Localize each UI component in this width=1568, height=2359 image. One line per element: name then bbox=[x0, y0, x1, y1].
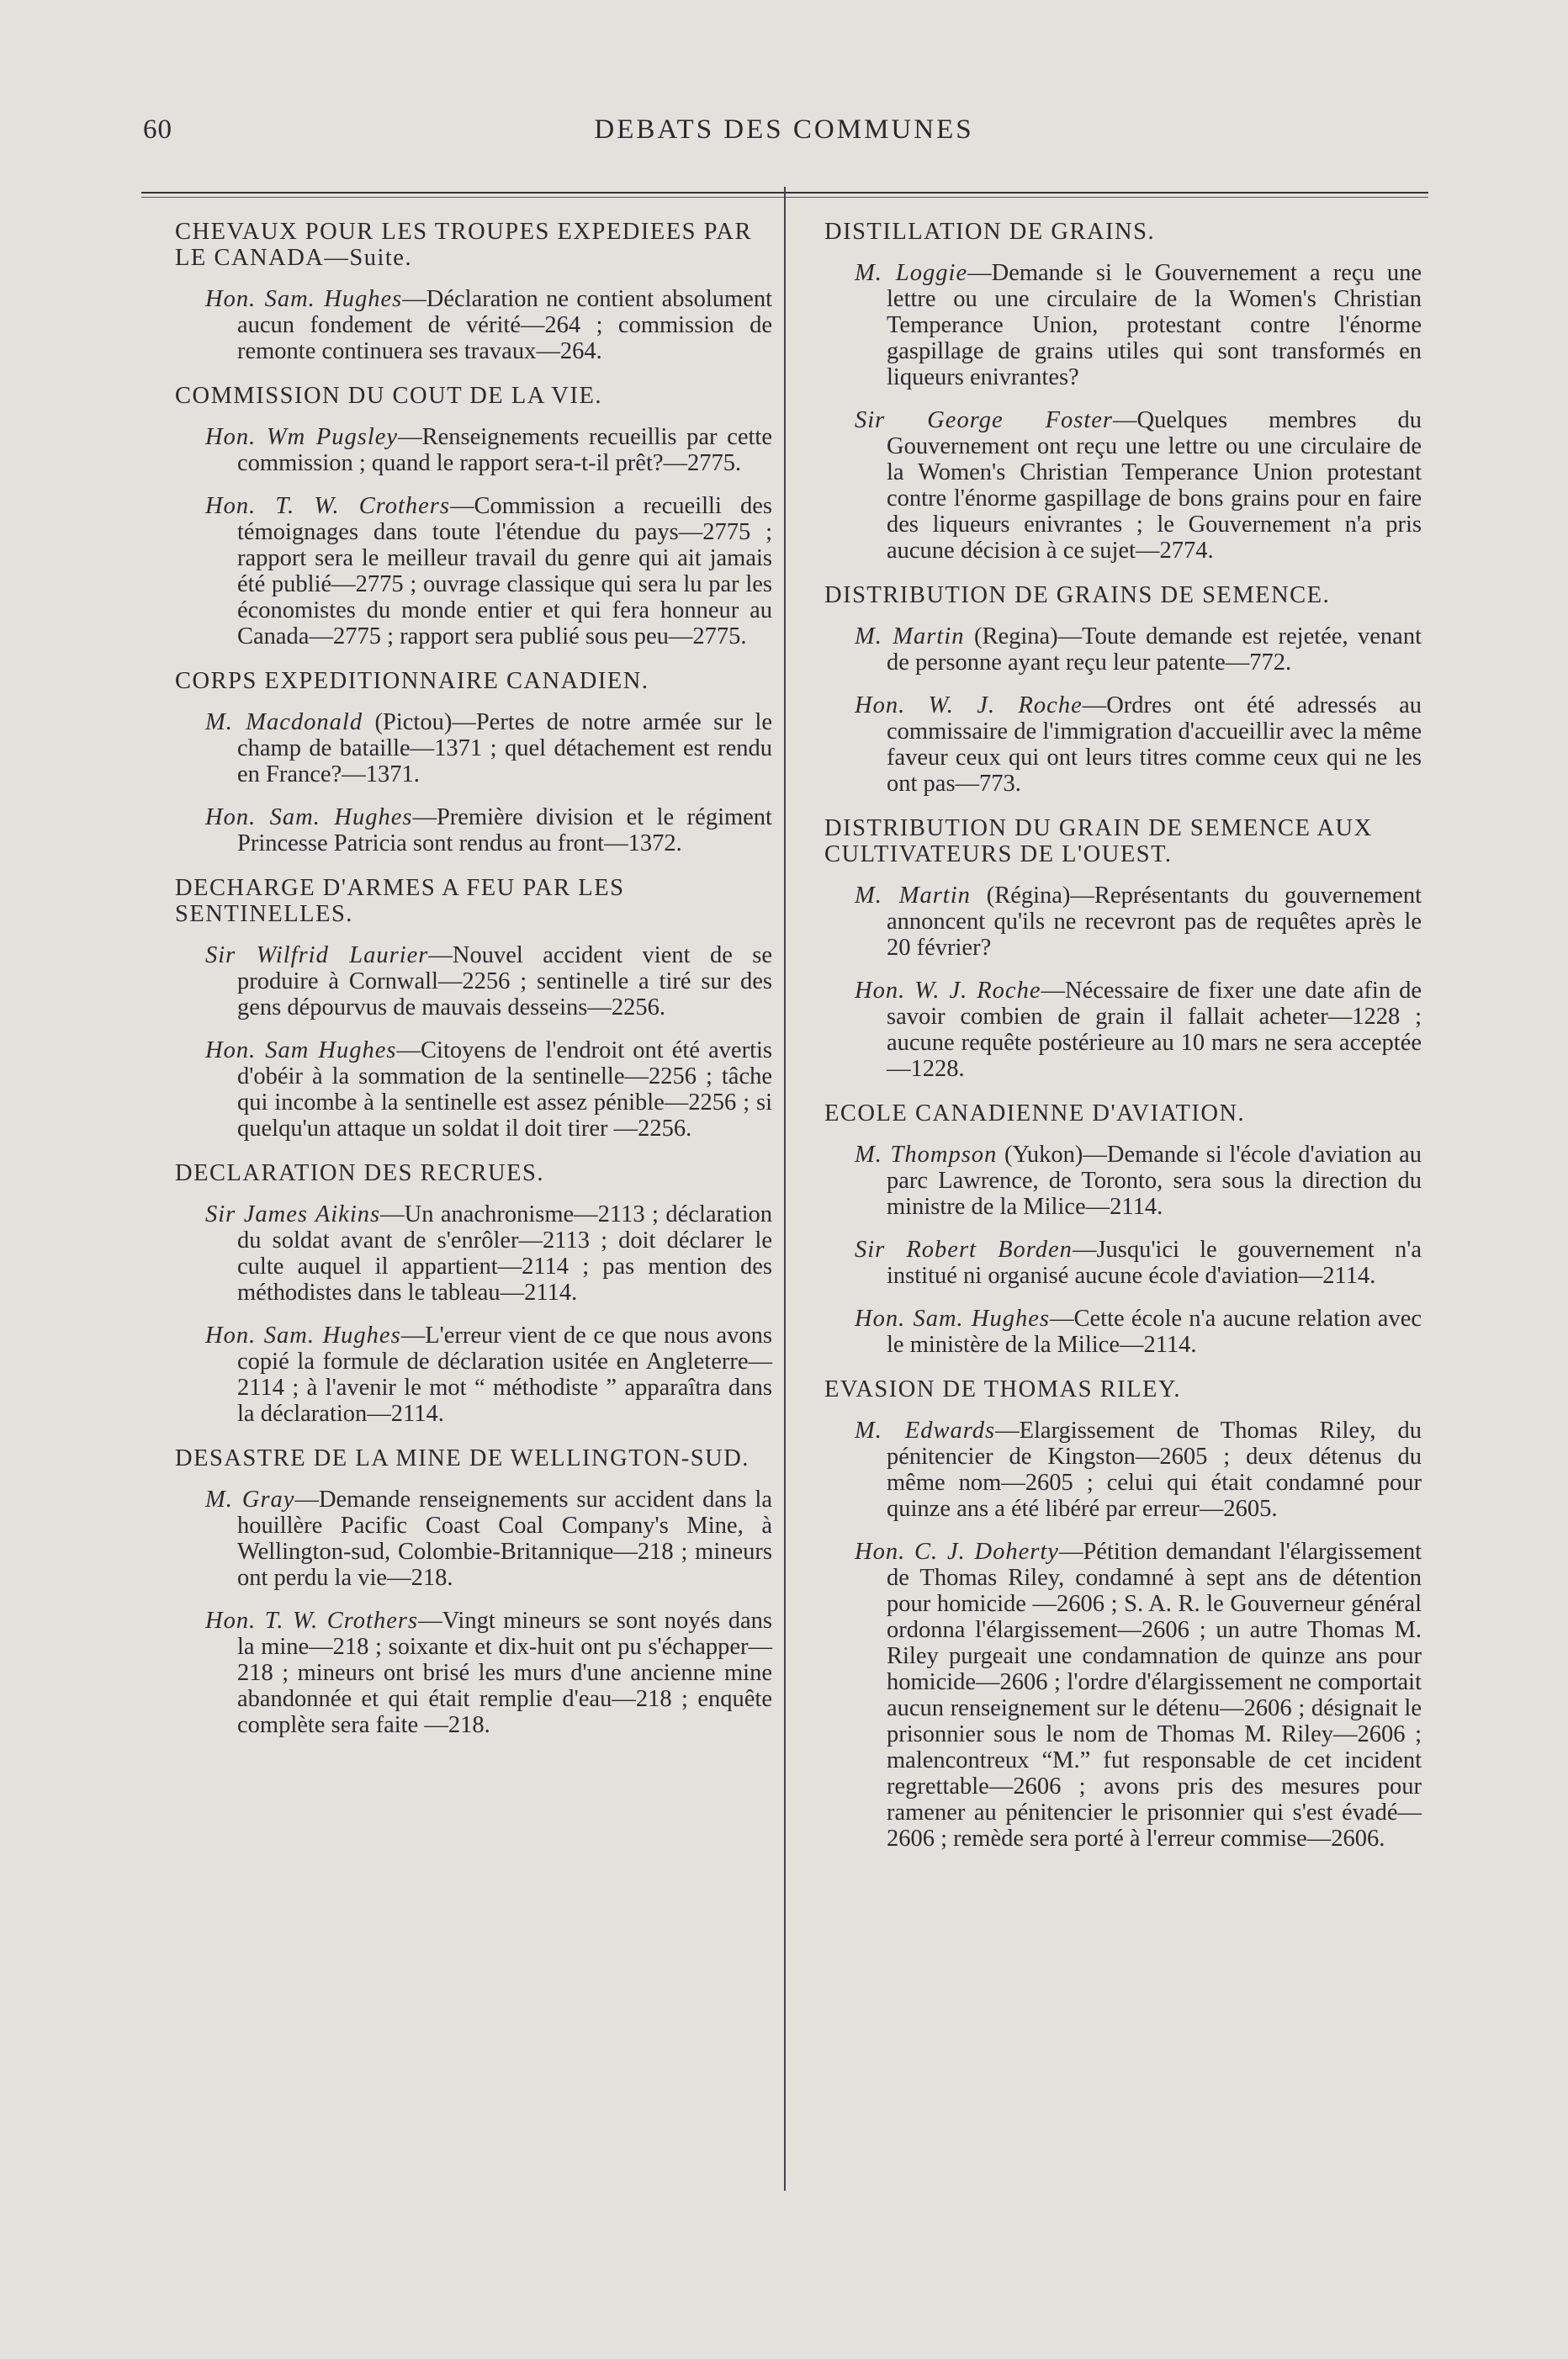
index-entry bbox=[824, 1100, 1422, 1358]
entry-heading: DISTRIBUTION DU GRAIN DE SEMENCE AUX CULTIVATEURS DE L'OUEST. bbox=[824, 815, 1373, 867]
speaker-name: Hon. W. J. Roche bbox=[855, 692, 1083, 718]
column-divider bbox=[784, 187, 786, 2191]
index-entry bbox=[824, 219, 1422, 564]
speech-entry bbox=[855, 1418, 1422, 1522]
speech-summary: (Yukon)—Demande si l'école d'aviation au parc Lawrence, de Toronto, sera sous la direction du ministre de la Milice—2114. bbox=[887, 1142, 1422, 1220]
entry-heading: CORPS EXPEDITIONNAIRE CANADIEN. bbox=[175, 668, 649, 694]
speech-entry bbox=[855, 978, 1422, 1082]
speaker-name: Hon. T. W. Crothers bbox=[205, 493, 450, 519]
speech-summary: —Nécessaire de fixer une date afin de savoir combien de grain il fallait acheter—1228 ; aucune requête postérieure au 10 mars ne sera acceptée —1228. bbox=[887, 978, 1422, 1082]
index-entry bbox=[175, 219, 772, 364]
speaker-name: Sir James Aikins bbox=[205, 1201, 381, 1227]
speech-entry bbox=[205, 1201, 772, 1306]
speaker-name: Hon. Sam. Hughes bbox=[205, 286, 403, 312]
speaker-name: Hon. T. W. Crothers bbox=[205, 1608, 419, 1634]
right-column bbox=[824, 219, 1422, 1870]
speech-summary: —L'erreur vient de ce que nous avons copié la formule de déclaration usitée en Angleterre—2114 ; à l'avenir le mot “ méthodiste ” apparaîtra dans la déclaration—2114. bbox=[237, 1323, 772, 1427]
speech-summary: —Demande si le Gouvernement a reçu une lettre ou une circulaire de la Women's Christian Temperance Union, protestant contre l'énorme gaspillage de grains utiles qui sont transformés en liqueurs enivrantes? bbox=[887, 260, 1422, 390]
entry-heading: CHEVAUX POUR LES TROUPES EXPEDIEES PAR LE CANADA—Suite. bbox=[175, 219, 752, 271]
speech-summary: —Ordres ont été adressés au commissaire de l'immigration d'accueillir avec la même faveur ceux qui ont leurs titres comme ceux qui ne les ont pas—773. bbox=[887, 692, 1422, 797]
speaker-name: Sir Wilfrid Laurier bbox=[205, 942, 429, 968]
entry-heading: DECLARATION DES RECRUES. bbox=[175, 1160, 544, 1186]
speech-summary: —Première division et le régiment Princesse Patricia sont rendus au front—1372. bbox=[237, 804, 772, 856]
speaker-name: Hon. Sam Hughes bbox=[205, 1037, 397, 1063]
speech-entry bbox=[205, 493, 772, 649]
speech-entry bbox=[205, 942, 772, 1020]
speech-entry bbox=[855, 1142, 1422, 1220]
entry-heading: DISTRIBUTION DE GRAINS DE SEMENCE. bbox=[824, 582, 1331, 608]
left-column bbox=[175, 219, 772, 1757]
index-entry bbox=[175, 668, 772, 856]
entry-heading: DISTILLATION DE GRAINS. bbox=[824, 219, 1156, 245]
entry-heading: DESASTRE DE LA MINE DE WELLINGTON-SUD. bbox=[175, 1445, 750, 1471]
speech-summary: —Déclaration ne contient absolument aucun fondement de vérité—264 ; commission de remonte continuera ses travaux—264. bbox=[237, 286, 772, 364]
speaker-name: Hon. Sam. Hughes bbox=[855, 1306, 1050, 1332]
speech-summary: (Pictou)—Pertes de notre armée sur le champ de bataille—1371 ; quel détachement est rendu en France?—1371. bbox=[237, 709, 772, 787]
index-entry bbox=[824, 582, 1422, 797]
speech-entry bbox=[205, 286, 772, 364]
speaker-name: Hon. C. J. Doherty bbox=[855, 1539, 1059, 1565]
speech-summary: —Nouvel accident vient de se produire à Cornwall—2256 ; sentinelle a tiré sur des gens dépourvus de mauvais desseins—2256. bbox=[237, 942, 772, 1020]
speech-entry bbox=[205, 1608, 772, 1738]
entry-heading: DECHARGE D'ARMES A FEU PAR LES SENTINELLES. bbox=[175, 875, 625, 927]
speech-summary: —Commission a recueilli des témoignages dans toute l'étendue du pays—2775 ; rapport sera le meilleur travail du genre qui ait jamais été publié—2775 ; ouvrage classique qui sera lu par les économistes du monde entier et qui fera honneur au Canada—2775 ; rapport sera publié sous peu—2775. bbox=[237, 493, 773, 649]
speaker-name: Hon. W. J. Roche bbox=[855, 978, 1041, 1004]
speech-summary: —Cette école n'a aucune relation avec le ministère de la Milice—2114. bbox=[887, 1306, 1422, 1358]
index-entry bbox=[824, 1376, 1422, 1852]
running-head: DEBATS DES COMMUNES bbox=[594, 114, 974, 145]
index-entry bbox=[175, 1160, 772, 1427]
speech-entry bbox=[855, 407, 1422, 564]
speaker-name: Hon. Sam. Hughes bbox=[205, 804, 413, 830]
speaker-name: Hon. Wm Pugsley bbox=[205, 424, 399, 450]
index-entry bbox=[175, 875, 772, 1142]
speaker-name: M. Thompson bbox=[855, 1142, 998, 1168]
speech-summary: (Regina)—Toute demande est rejetée, venant de personne ayant reçu leur patente—772. bbox=[887, 623, 1422, 676]
speech-summary: —Un anachronisme—2113 ; déclaration du soldat avant de s'enrôler—2113 ; doit déclarer le culte auquel il appartient—2114 ; pas mention des méthodistes dans le tableau—2114. bbox=[237, 1201, 773, 1306]
speech-summary: —Quelques membres du Gouvernement ont reçu une lettre ou une circulaire de la Women's Christian Temperance Union protestant contre l'énorme gaspillage de bons grains pour en faire des liqueurs enivrantes ; le Gouvernement n'a pris aucune décision à ce sujet—2774. bbox=[887, 407, 1422, 564]
speech-entry bbox=[855, 1237, 1422, 1289]
speaker-name: Sir George Foster bbox=[855, 407, 1113, 433]
page-number: 60 bbox=[143, 114, 172, 145]
speaker-name: M. Martin bbox=[855, 623, 965, 649]
speech-entry bbox=[205, 1487, 772, 1591]
speech-entry bbox=[855, 1539, 1422, 1852]
speech-summary: —Vingt mineurs se sont noyés dans la mine—218 ; soixante et dix-huit ont pu s'échapper—218 ; mineurs ont brisé les murs d'une ancienne mine abandonnée et qui était remplie d'eau—218 ; enquête complète sera faite —218. bbox=[237, 1608, 772, 1738]
speech-summary: —Jusqu'ici le gouvernement n'a institué ni organisé aucune école d'aviation—2114. bbox=[887, 1237, 1422, 1289]
speech-entry bbox=[205, 1037, 772, 1142]
speaker-name: M. Loggie bbox=[855, 260, 968, 286]
speech-entry bbox=[205, 709, 772, 787]
speech-summary: —Demande renseignements sur accident dans la houillère Pacific Coast Coal Company's Mine, à Wellington-sud, Colombie-Britannique—218 ; mineurs ont perdu la vie—218. bbox=[237, 1487, 772, 1591]
speech-entry bbox=[205, 804, 772, 856]
speaker-name: Sir Robert Borden bbox=[855, 1237, 1073, 1263]
speaker-name: M. Edwards bbox=[855, 1418, 996, 1444]
speech-summary: —Citoyens de l'endroit ont été avertis d'obéir à la sommation de la sentinelle—2256 ; tâche qui incombe à la sentinelle est assez pénible—2256 ; si quelqu'un attaque un soldat il doit tirer —2256. bbox=[237, 1037, 772, 1142]
speech-entry bbox=[855, 883, 1422, 961]
speaker-name: M. Martin bbox=[855, 883, 971, 909]
speech-entry bbox=[855, 1306, 1422, 1358]
speech-entry bbox=[855, 623, 1422, 676]
speech-summary: —Renseignements recueillis par cette commission ; quand le rapport sera-t-il prêt?—2775. bbox=[237, 424, 772, 476]
speech-entry bbox=[205, 1323, 772, 1427]
speaker-name: M. Gray bbox=[205, 1487, 295, 1513]
speech-summary: (Régina)—Représentants du gouvernement annoncent qu'ils ne recevront pas de requêtes après le 20 février? bbox=[887, 883, 1422, 961]
speech-summary: —Elargissement de Thomas Riley, du pénitencier de Kingston—2605 ; deux détenus du même nom—2605 ; celui qui était condamné pour quinze ans a été libéré par erreur—2605. bbox=[887, 1418, 1422, 1522]
entry-heading: ECOLE CANADIENNE D'AVIATION. bbox=[824, 1100, 1246, 1126]
speech-entry bbox=[855, 260, 1422, 390]
speech-entry bbox=[855, 692, 1422, 797]
index-entry bbox=[824, 815, 1422, 1082]
speaker-name: M. Macdonald bbox=[205, 709, 363, 735]
entry-heading: EVASION DE THOMAS RILEY. bbox=[824, 1376, 1181, 1402]
entry-heading: COMMISSION DU COUT DE LA VIE. bbox=[175, 383, 602, 409]
speaker-name: Hon. Sam. Hughes bbox=[205, 1323, 401, 1349]
speech-summary: —Pétition demandant l'élargissement de Thomas Riley, condamné à sept ans de détention pour homicide —2606 ; S. A. R. le Gouverneur général ordonna l'élargissement—2606 ; un autre Thomas M. Riley purgeait une condamnation de quinze ans pour homicide—2606 ; l'ordre d'élargissement ne comportait aucun renseignement sur le détenu—2606 ; désignait le prisonnier sous le nom de Thomas M. Riley—2606 ; malencontreux “M.” fut responsable de cet incident regrettable—2606 ; avons pris des mesures pour ramener au pénitencier le prisonnier qui s'est évadé—2606 ; remède sera porté à l'erreur commise—2606. bbox=[887, 1539, 1422, 1852]
index-entry bbox=[175, 1445, 772, 1738]
speech-entry bbox=[205, 424, 772, 476]
index-entry bbox=[175, 383, 772, 649]
